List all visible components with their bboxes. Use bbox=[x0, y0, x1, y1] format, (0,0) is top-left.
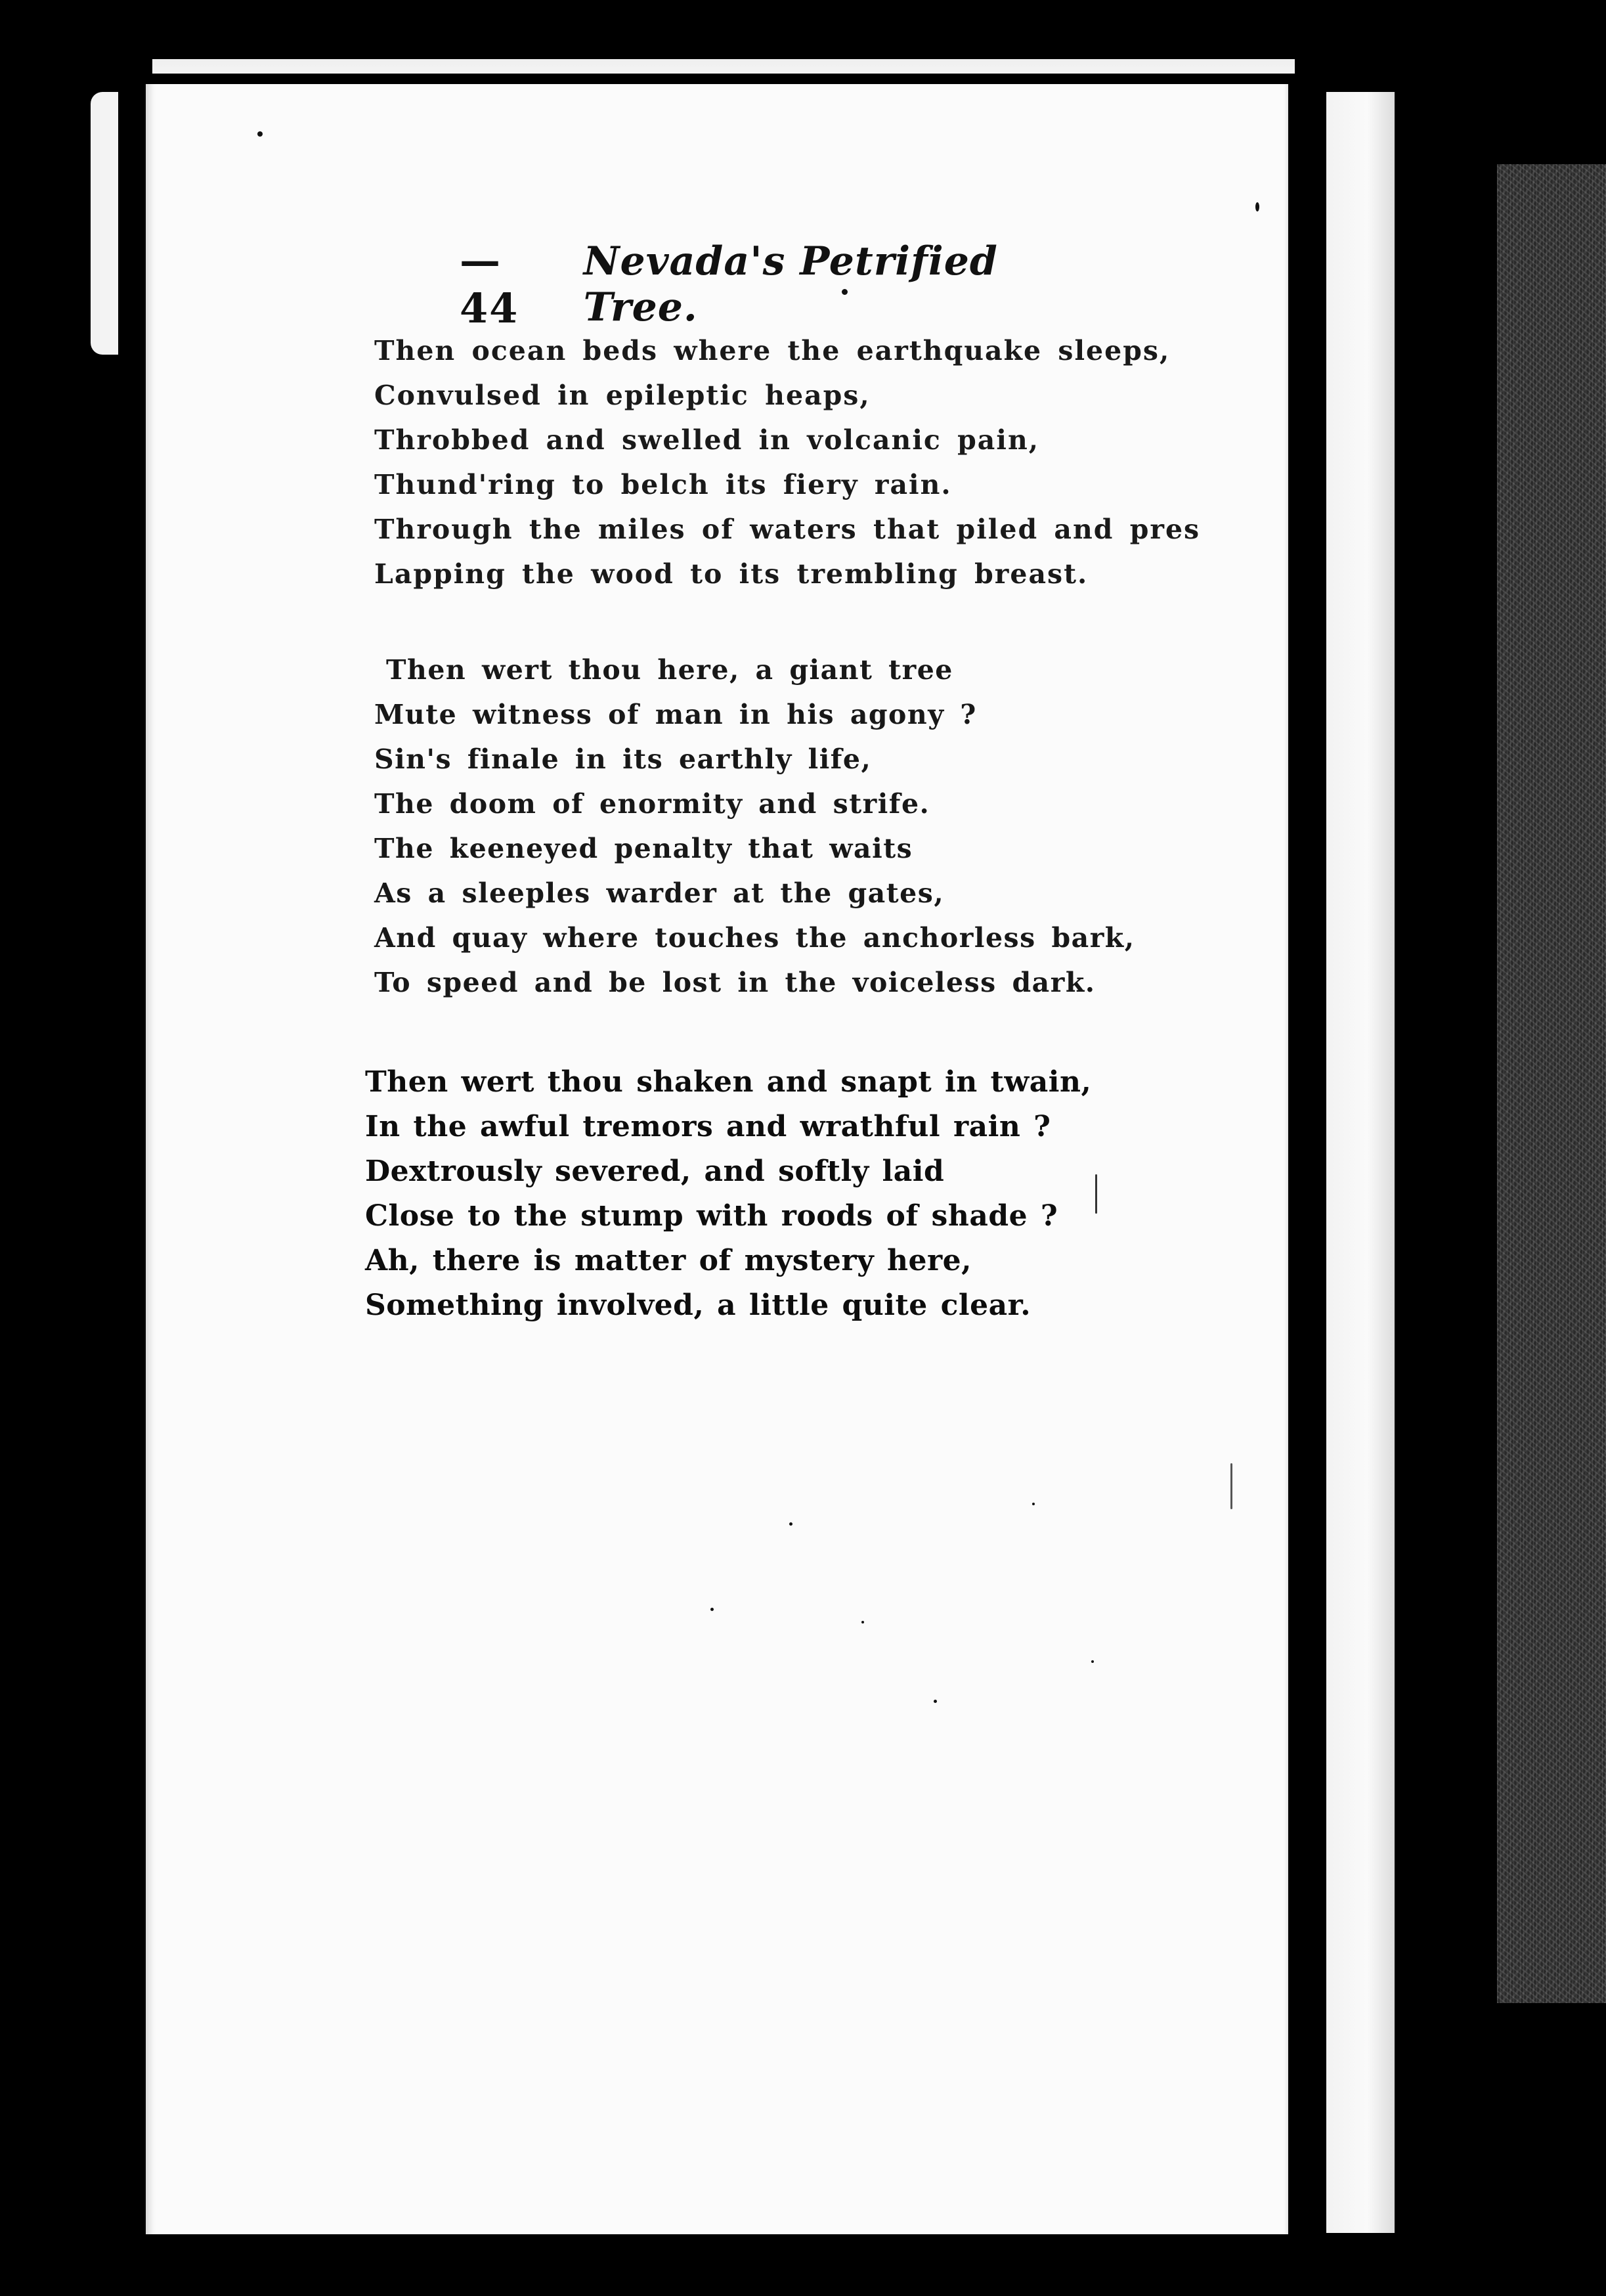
poem-line: Throbbed and swelled in volcanic pain, bbox=[374, 424, 1040, 456]
poem-line: Then wert thou shaken and snapt in twain, bbox=[365, 1065, 1092, 1099]
adjacent-page-edge bbox=[1326, 92, 1395, 2233]
poem-line: To speed and be lost in the voiceless dark. bbox=[374, 967, 1096, 998]
scan-noise-margin bbox=[1497, 164, 1606, 2003]
page-number: —44 bbox=[460, 236, 519, 332]
top-paper-edge bbox=[152, 47, 1295, 74]
poem-line: The doom of enormity and strife. bbox=[374, 788, 930, 820]
poem-line: The keeneyed penalty that waits bbox=[374, 833, 913, 864]
ink-speck bbox=[1091, 1660, 1094, 1663]
poem-line: Convulsed in epileptic heaps, bbox=[374, 380, 871, 411]
poem-line: In the awful tremors and wrathful rain ? bbox=[365, 1110, 1051, 1143]
stanza bbox=[374, 648, 1248, 1005]
ink-speck bbox=[710, 1608, 714, 1611]
left-page-curl bbox=[91, 92, 118, 355]
poem-line: Then wert thou here, a giant tree bbox=[386, 654, 953, 686]
ink-speck bbox=[257, 131, 263, 137]
poem-line: And quay where touches the anchorless bark, bbox=[374, 922, 1135, 954]
poem-line: Something involved, a little quite clear. bbox=[365, 1289, 1031, 1322]
poem-text bbox=[365, 328, 1248, 1328]
poem-line: Sin's finale in its earthly life, bbox=[374, 743, 872, 775]
ink-speck bbox=[1032, 1503, 1035, 1505]
ink-speck bbox=[789, 1522, 792, 1526]
poem-line: Lapping the wood to its trembling breast. bbox=[374, 558, 1089, 590]
stanza bbox=[374, 328, 1248, 596]
ink-speck bbox=[861, 1621, 864, 1623]
poem-line: As a sleeples warder at the gates, bbox=[374, 877, 945, 909]
ink-speck bbox=[934, 1700, 937, 1703]
stanza bbox=[365, 1060, 1248, 1328]
poem-line: Ah, there is matter of mystery here, bbox=[365, 1244, 972, 1277]
poem-line: Close to the stump with roods of shade ? bbox=[365, 1199, 1058, 1233]
poem-line: Mute witness of man in his agony ? bbox=[374, 699, 977, 730]
poem-line: Then ocean beds where the earthquake sleeps, bbox=[374, 335, 1171, 366]
poem-line: Thund'ring to belch its fiery rain. bbox=[374, 469, 952, 500]
poem-line: Through the miles of waters that piled and pres bbox=[374, 514, 1201, 545]
page-header bbox=[460, 236, 1051, 332]
running-title: Nevada's Petrified Tree. bbox=[583, 238, 998, 330]
poem-line: Dextrously severed, and softly laid bbox=[365, 1155, 945, 1188]
scratch-mark bbox=[1230, 1463, 1232, 1509]
ink-speck bbox=[1255, 202, 1259, 211]
